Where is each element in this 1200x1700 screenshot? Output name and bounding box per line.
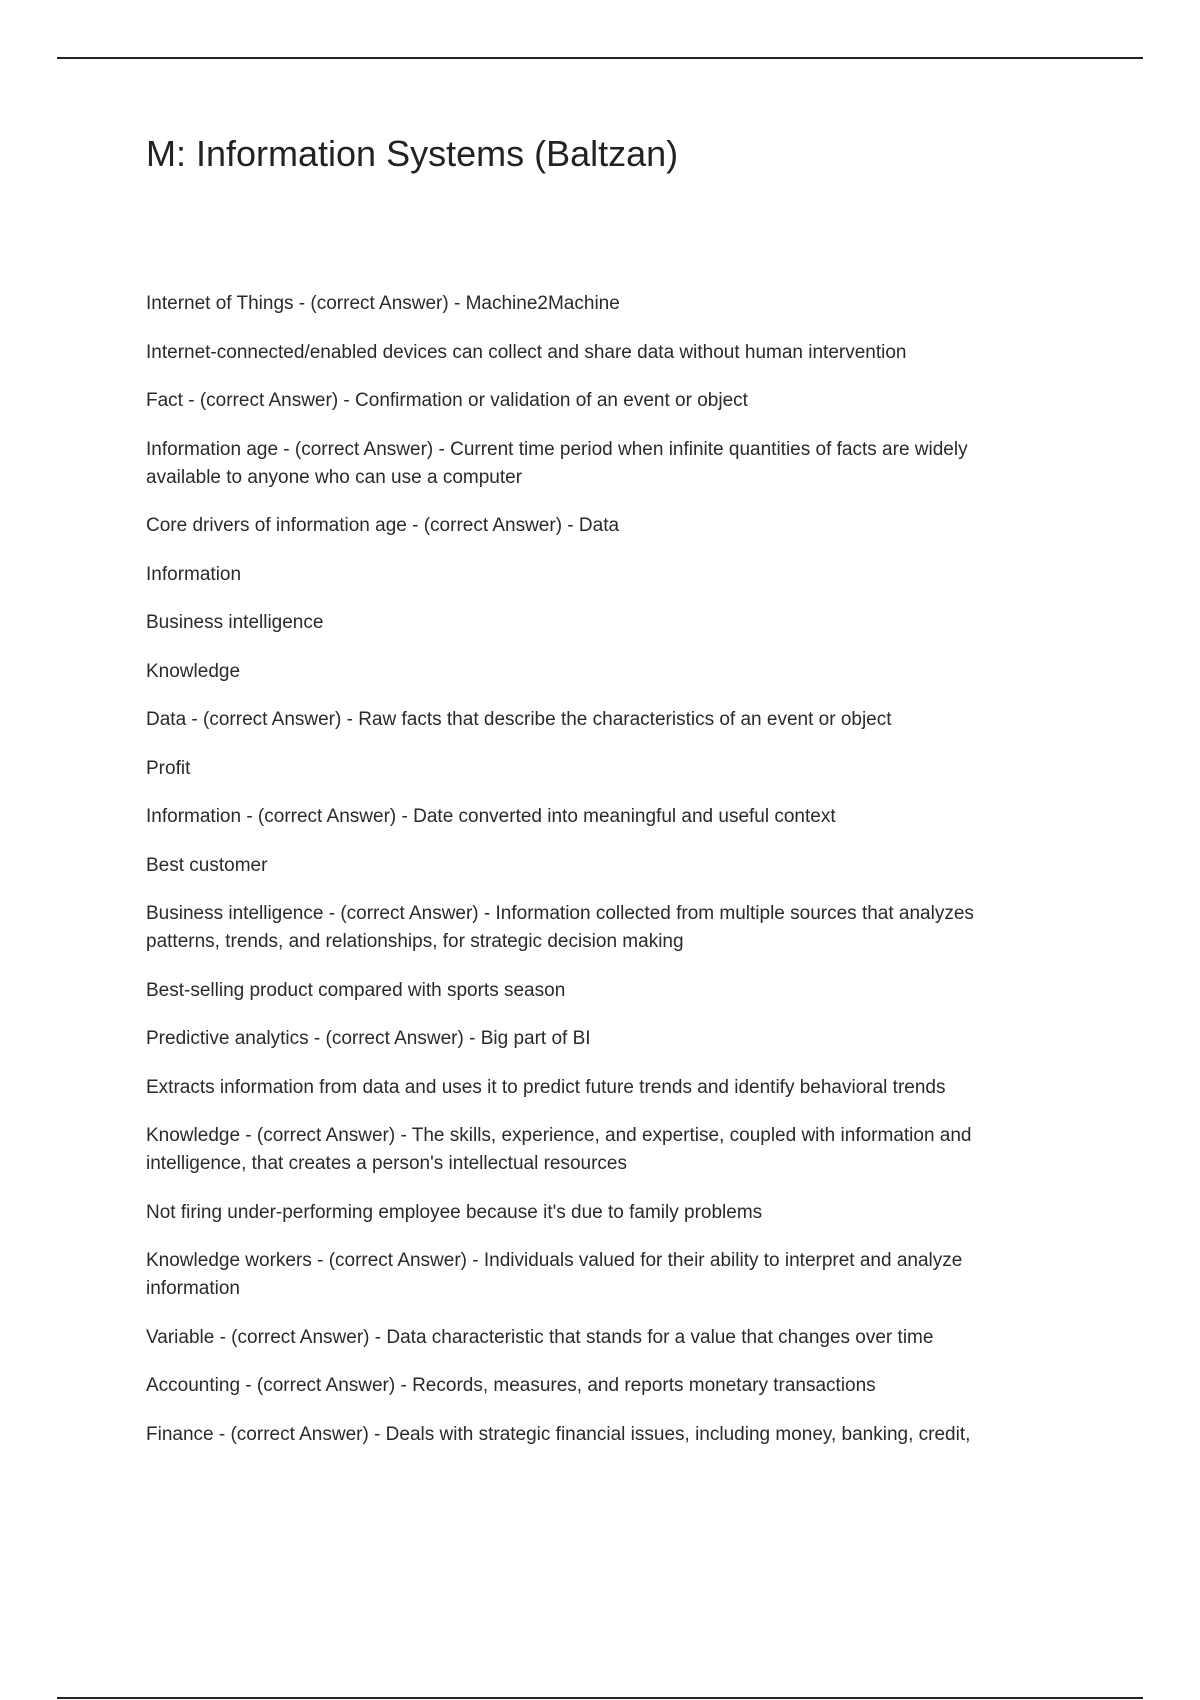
top-rule: [57, 57, 1143, 59]
list-item: Core drivers of information age - (correct Answer) - Data: [146, 515, 620, 536]
list-item: Not firing under-performing employee because it's due to family problems: [146, 1201, 763, 1223]
list-item: Knowledge: [146, 660, 241, 682]
list-item: Information age - (correct Answer) - Current time period when infinite quantities of facts are widely available to anyone who can use a computer: [146, 438, 968, 488]
list-item: Knowledge workers - (correct Answer) - Individuals valued for their ability to interpret and analyze information: [146, 1250, 963, 1299]
entry-list: [146, 290, 1046, 1469]
list-item: Data - (correct Answer) - Raw facts that describe the characteristics of an event or object: [146, 709, 892, 730]
list-item: Predictive analytics - (correct Answer) - Big part of BI: [146, 1028, 591, 1049]
document-title: M: Information Systems (Baltzan): [146, 133, 679, 174]
list-item: Internet of Things - (correct Answer) - Machine2Machine: [146, 293, 620, 314]
list-item: Accounting - (correct Answer) - Records, measures, and reports monetary transactions: [146, 1375, 876, 1396]
list-item: Information: [146, 563, 242, 585]
list-item: Variable - (correct Answer) - Data characteristic that stands for a value that changes over time: [146, 1326, 934, 1348]
list-item: Information - (correct Answer) - Date converted into meaningful and useful context: [146, 806, 836, 827]
list-item: Best customer: [146, 854, 268, 876]
list-item: Business intelligence: [146, 612, 324, 633]
list-item: Profit: [146, 757, 191, 779]
list-item: Best-selling product compared with sports season: [146, 979, 566, 1001]
list-item: Extracts information from data and uses it to predict future trends and identify behavioral trends: [146, 1076, 946, 1098]
list-item: Business intelligence - (correct Answer) - Information collected from multiple sources that analyzes patterns, trends, and relationships, for strategic decision making: [146, 903, 974, 952]
list-item: Internet-connected/enabled devices can collect and share data without human intervention: [146, 341, 907, 363]
list-item: Fact - (correct Answer) - Confirmation or validation of an event or object: [146, 390, 748, 411]
list-item: Knowledge - (correct Answer) - The skills, experience, and expertise, coupled with information and intelligence, that creates a person's intellectual resources: [146, 1125, 972, 1174]
bottom-rule: [57, 1697, 1143, 1699]
list-item: Finance - (correct Answer) - Deals with strategic financial issues, including money, banking, credit,: [146, 1423, 971, 1445]
